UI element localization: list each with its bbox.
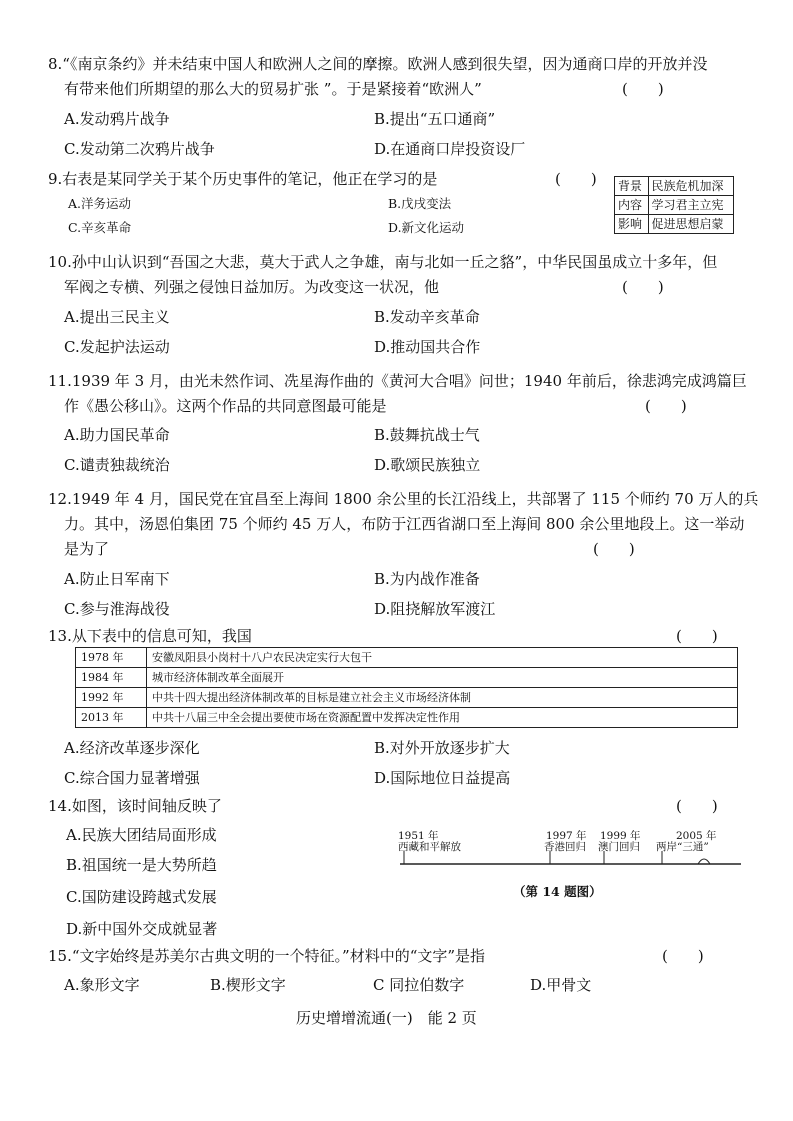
table-event-cell: 中共十八届三中全会提出要使市场在资源配置中发挥决定性作用 bbox=[147, 708, 738, 728]
q11-stem-line2: 作《愚公移山》。这两个作品的共同意图最可能是 bbox=[64, 397, 387, 415]
q15-option-b: B.楔形文字 bbox=[210, 976, 286, 994]
table-row bbox=[76, 708, 738, 728]
q9-option-a: A.洋务运动 bbox=[68, 196, 132, 211]
q11-answer-bracket: ( ) bbox=[645, 397, 687, 415]
note-value: 民族危机加深 bbox=[648, 177, 733, 196]
q9-option-b: B.戊戌变法 bbox=[388, 196, 452, 211]
note-key: 影响 bbox=[615, 215, 649, 234]
page-footer: 历史增增流通(一) 能 2 页 bbox=[296, 1009, 477, 1027]
q14-option-c: C.国防建设跨越式发展 bbox=[66, 888, 217, 906]
table-row bbox=[76, 668, 738, 688]
q13-answer-bracket: ( ) bbox=[676, 627, 718, 645]
q14-option-a: A.民族大团结局面形成 bbox=[66, 826, 217, 844]
q14-timeline-figure bbox=[398, 826, 743, 906]
q9-option-c: C.辛亥革命 bbox=[68, 220, 132, 235]
note-value: 学习君主立宪 bbox=[648, 196, 733, 215]
timeline-event-hongkong: 香港回归 bbox=[544, 841, 586, 853]
q13-option-b: B.对外开放逐步扩大 bbox=[374, 739, 510, 757]
q9-option-d: D.新文化运动 bbox=[388, 220, 465, 235]
table-row bbox=[615, 177, 734, 196]
q13-info-table bbox=[75, 647, 738, 728]
q14-answer-bracket: ( ) bbox=[676, 797, 718, 815]
q15-option-d: D.甲骨文 bbox=[530, 976, 592, 994]
q12-option-a: A.防止日军南下 bbox=[64, 570, 170, 588]
q13-option-c: C.综合国力显著增强 bbox=[64, 769, 200, 787]
q8-stem-line1: 8.“《南京条约》并未结束中国人和欧洲人之间的摩擦。欧洲人感到很失望，因为通商口岸的开放并没 bbox=[48, 55, 708, 73]
q15-stem: 15.“文字始终是苏美尔古典文明的一个特征。”材料中的“文字”是指 bbox=[48, 947, 486, 965]
timeline-year-1951: 1951 年 bbox=[398, 830, 439, 842]
q12-option-c: C.参与淮海战役 bbox=[64, 600, 170, 618]
q8-stem-line2: 有带来他们所期望的那么大的贸易扩张 ”。于是紧接着“欧洲人” bbox=[64, 80, 482, 98]
timeline-event-macao: 澳门回归 bbox=[598, 841, 640, 853]
q9-note-table bbox=[614, 176, 734, 234]
timeline-caption: （第 14 题图） bbox=[513, 884, 602, 899]
q11-option-b: B.鼓舞抗战士气 bbox=[374, 426, 480, 444]
table-year-cell: 1984 年 bbox=[76, 668, 147, 688]
q12-answer-bracket: ( ) bbox=[593, 540, 635, 558]
q10-option-d: D.推动国共合作 bbox=[374, 338, 481, 356]
q14-stem: 14.如图，该时间轴反映了 bbox=[48, 797, 222, 815]
q10-option-b: B.发动辛亥革命 bbox=[374, 308, 480, 326]
table-row bbox=[76, 688, 738, 708]
q11-option-c: C.谴责独裁统治 bbox=[64, 456, 170, 474]
q10-option-c: C.发起护法运动 bbox=[64, 338, 170, 356]
table-event-cell: 安徽凤阳县小岗村十八户农民决定实行大包干 bbox=[147, 648, 738, 668]
table-year-cell: 1992 年 bbox=[76, 688, 147, 708]
q15-answer-bracket: ( ) bbox=[662, 947, 704, 965]
timeline-year-2005: 2005 年 bbox=[676, 830, 717, 842]
q8-option-b: B.提出“五口通商” bbox=[374, 110, 496, 128]
timeline-year-1999: 1999 年 bbox=[600, 830, 641, 842]
q8-option-d: D.在通商口岸投资设厂 bbox=[374, 140, 526, 158]
q13-option-d: D.国际地位日益提高 bbox=[374, 769, 511, 787]
q12-stem-line1: 12.1949 年 4 月，国民党在宜昌至上海间 1800 余公里的长江沿线上，共部署了 115 个师约 70 万人的兵 bbox=[48, 490, 759, 508]
q13-option-a: A.经济改革逐步深化 bbox=[64, 739, 200, 757]
q8-option-c: C.发动第二次鸦片战争 bbox=[64, 140, 215, 158]
q15-option-a: A.象形文字 bbox=[64, 976, 140, 994]
q9-answer-bracket: ( ) bbox=[555, 170, 597, 188]
timeline-event-three-links: 两岸“三通” bbox=[656, 841, 709, 853]
note-key: 内容 bbox=[615, 196, 649, 215]
q12-stem-line2: 力。其中，汤恩伯集团 75 个师约 45 万人，布防于江西省湖口至上海间 800 余公里地段上。这一举动 bbox=[64, 515, 745, 533]
q9-stem: 9.右表是某同学关于某个历史事件的笔记，他正在学习的是 bbox=[48, 170, 438, 188]
table-row bbox=[615, 215, 734, 234]
q10-stem-line1: 10.孙中山认识到“吾国之大悲，莫大于武人之争雄，南与北如一丘之貉”，中华民国虽成立十多年，但 bbox=[48, 253, 718, 271]
q12-option-d: D.阻挠解放军渡江 bbox=[374, 600, 496, 618]
table-row bbox=[76, 648, 738, 668]
table-year-cell: 1978 年 bbox=[76, 648, 147, 668]
q10-stem-line2: 军阀之专横、列强之侵蚀日益加厉。为改变这一状况，他 bbox=[64, 278, 440, 296]
note-value: 促进思想启蒙 bbox=[648, 215, 733, 234]
table-event-cell: 城市经济体制改革全面展开 bbox=[147, 668, 738, 688]
q10-option-a: A.提出三民主义 bbox=[64, 308, 170, 326]
q12-stem-line3: 是为了 bbox=[64, 540, 110, 558]
q8-option-a: A.发动鸦片战争 bbox=[64, 110, 170, 128]
q15-option-c: C 同拉伯数字 bbox=[373, 976, 465, 994]
q11-option-a: A.助力国民革命 bbox=[64, 426, 170, 444]
q14-option-d: D.新中国外交成就显著 bbox=[66, 920, 218, 938]
table-year-cell: 2013 年 bbox=[76, 708, 147, 728]
table-event-cell: 中共十四大提出经济体制改革的目标是建立社会主义市场经济体制 bbox=[147, 688, 738, 708]
timeline-event-tibet: 西藏和平解放 bbox=[398, 841, 461, 853]
q14-option-b: B.祖国统一是大势所趋 bbox=[66, 856, 217, 874]
q11-option-d: D.歌颂民族独立 bbox=[374, 456, 481, 474]
q10-answer-bracket: ( ) bbox=[622, 278, 664, 296]
q8-answer-bracket: ( ) bbox=[622, 80, 664, 98]
timeline-year-1997: 1997 年 bbox=[546, 830, 587, 842]
q12-option-b: B.为内战作准备 bbox=[374, 570, 480, 588]
q11-stem-line1: 11.1939 年 3 月，由光未然作词、冼星海作曲的《黄河大合唱》问世；1940 年前后，徐悲鸿完成鸿篇巨 bbox=[48, 372, 747, 390]
note-key: 背景 bbox=[615, 177, 649, 196]
q13-stem: 13.从下表中的信息可知，我国 bbox=[48, 627, 252, 645]
table-row bbox=[615, 196, 734, 215]
